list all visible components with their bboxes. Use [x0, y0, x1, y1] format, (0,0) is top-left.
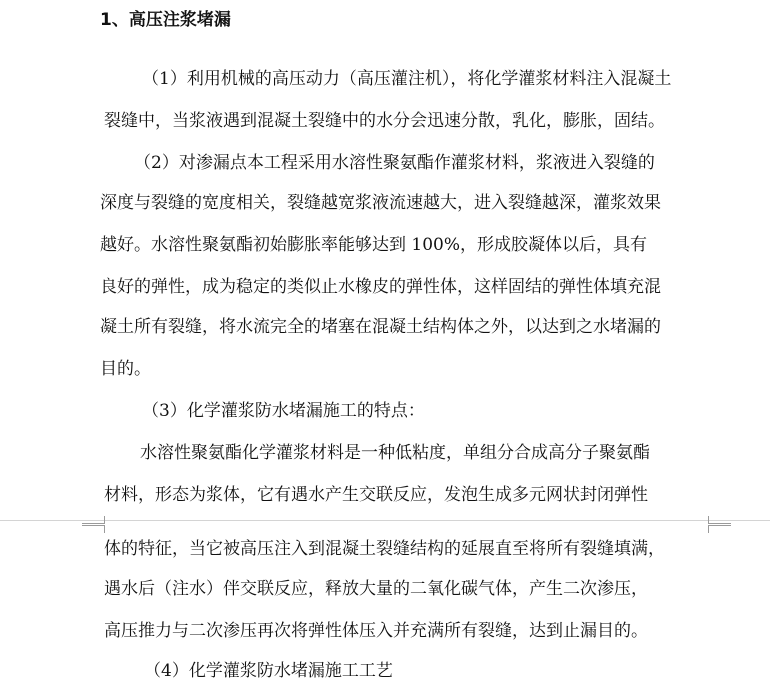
- page-corner-mark: [82, 525, 105, 533]
- page-corner-mark: [708, 516, 731, 524]
- paragraph-line: 目的。: [100, 359, 151, 379]
- section-heading: 1、高压注浆堵漏: [100, 10, 231, 30]
- paragraph-line: （1）利用机械的高压动力（高压灌注机），将化学灌浆材料注入混凝土: [142, 69, 672, 89]
- paragraph-line: 裂缝中，当浆液遇到混凝土裂缝中的水分会迅速分散，乳化，膨胀，固结。: [104, 111, 665, 131]
- paragraph-line: 凝土所有裂缝，将水流完全的堵塞在混凝土结构体之外，以达到之水堵漏的: [100, 317, 661, 337]
- paragraph-line: 体的特征，当它被高压注入到混凝土裂缝结构的延展直至将所有裂缝填满，: [104, 539, 665, 559]
- paragraph-line: 材料，形态为浆体，它有遇水产生交联反应，发泡生成多元网状封闭弹性: [104, 485, 648, 505]
- paragraph-line: 良好的弹性，成为稳定的类似止水橡皮的弹性体，这样固结的弹性体填充混: [100, 277, 661, 297]
- page-corner-mark: [708, 525, 731, 533]
- paragraph-line: 水溶性聚氨酯化学灌浆材料是一种低粘度，单组分合成高分子聚氨酯: [140, 443, 650, 463]
- paragraph-line: （4）化学灌浆防水堵漏施工工艺: [144, 661, 393, 681]
- paragraph-line: 深度与裂缝的宽度相关，裂缝越宽浆液流速越大，进入裂缝越深，灌浆效果: [100, 193, 661, 213]
- page-corner-mark: [82, 516, 105, 524]
- page-break-divider: [0, 520, 770, 521]
- paragraph-line: （2）对渗漏点本工程采用水溶性聚氨酯作灌浆材料，浆液进入裂缝的: [134, 153, 655, 173]
- paragraph-line: 遇水后（注水）伴交联反应，释放大量的二氧化碳气体，产生二次渗压，: [104, 579, 648, 599]
- paragraph-line: 高压推力与二次渗压再次将弹性体压入并充满所有裂缝，达到止漏目的。: [104, 621, 648, 641]
- paragraph-line: （3）化学灌浆防水堵漏施工的特点：: [142, 401, 425, 421]
- paragraph-line: 越好。水溶性聚氨酯初始膨胀率能够达到 100%，形成胶凝体以后，具有: [100, 235, 648, 255]
